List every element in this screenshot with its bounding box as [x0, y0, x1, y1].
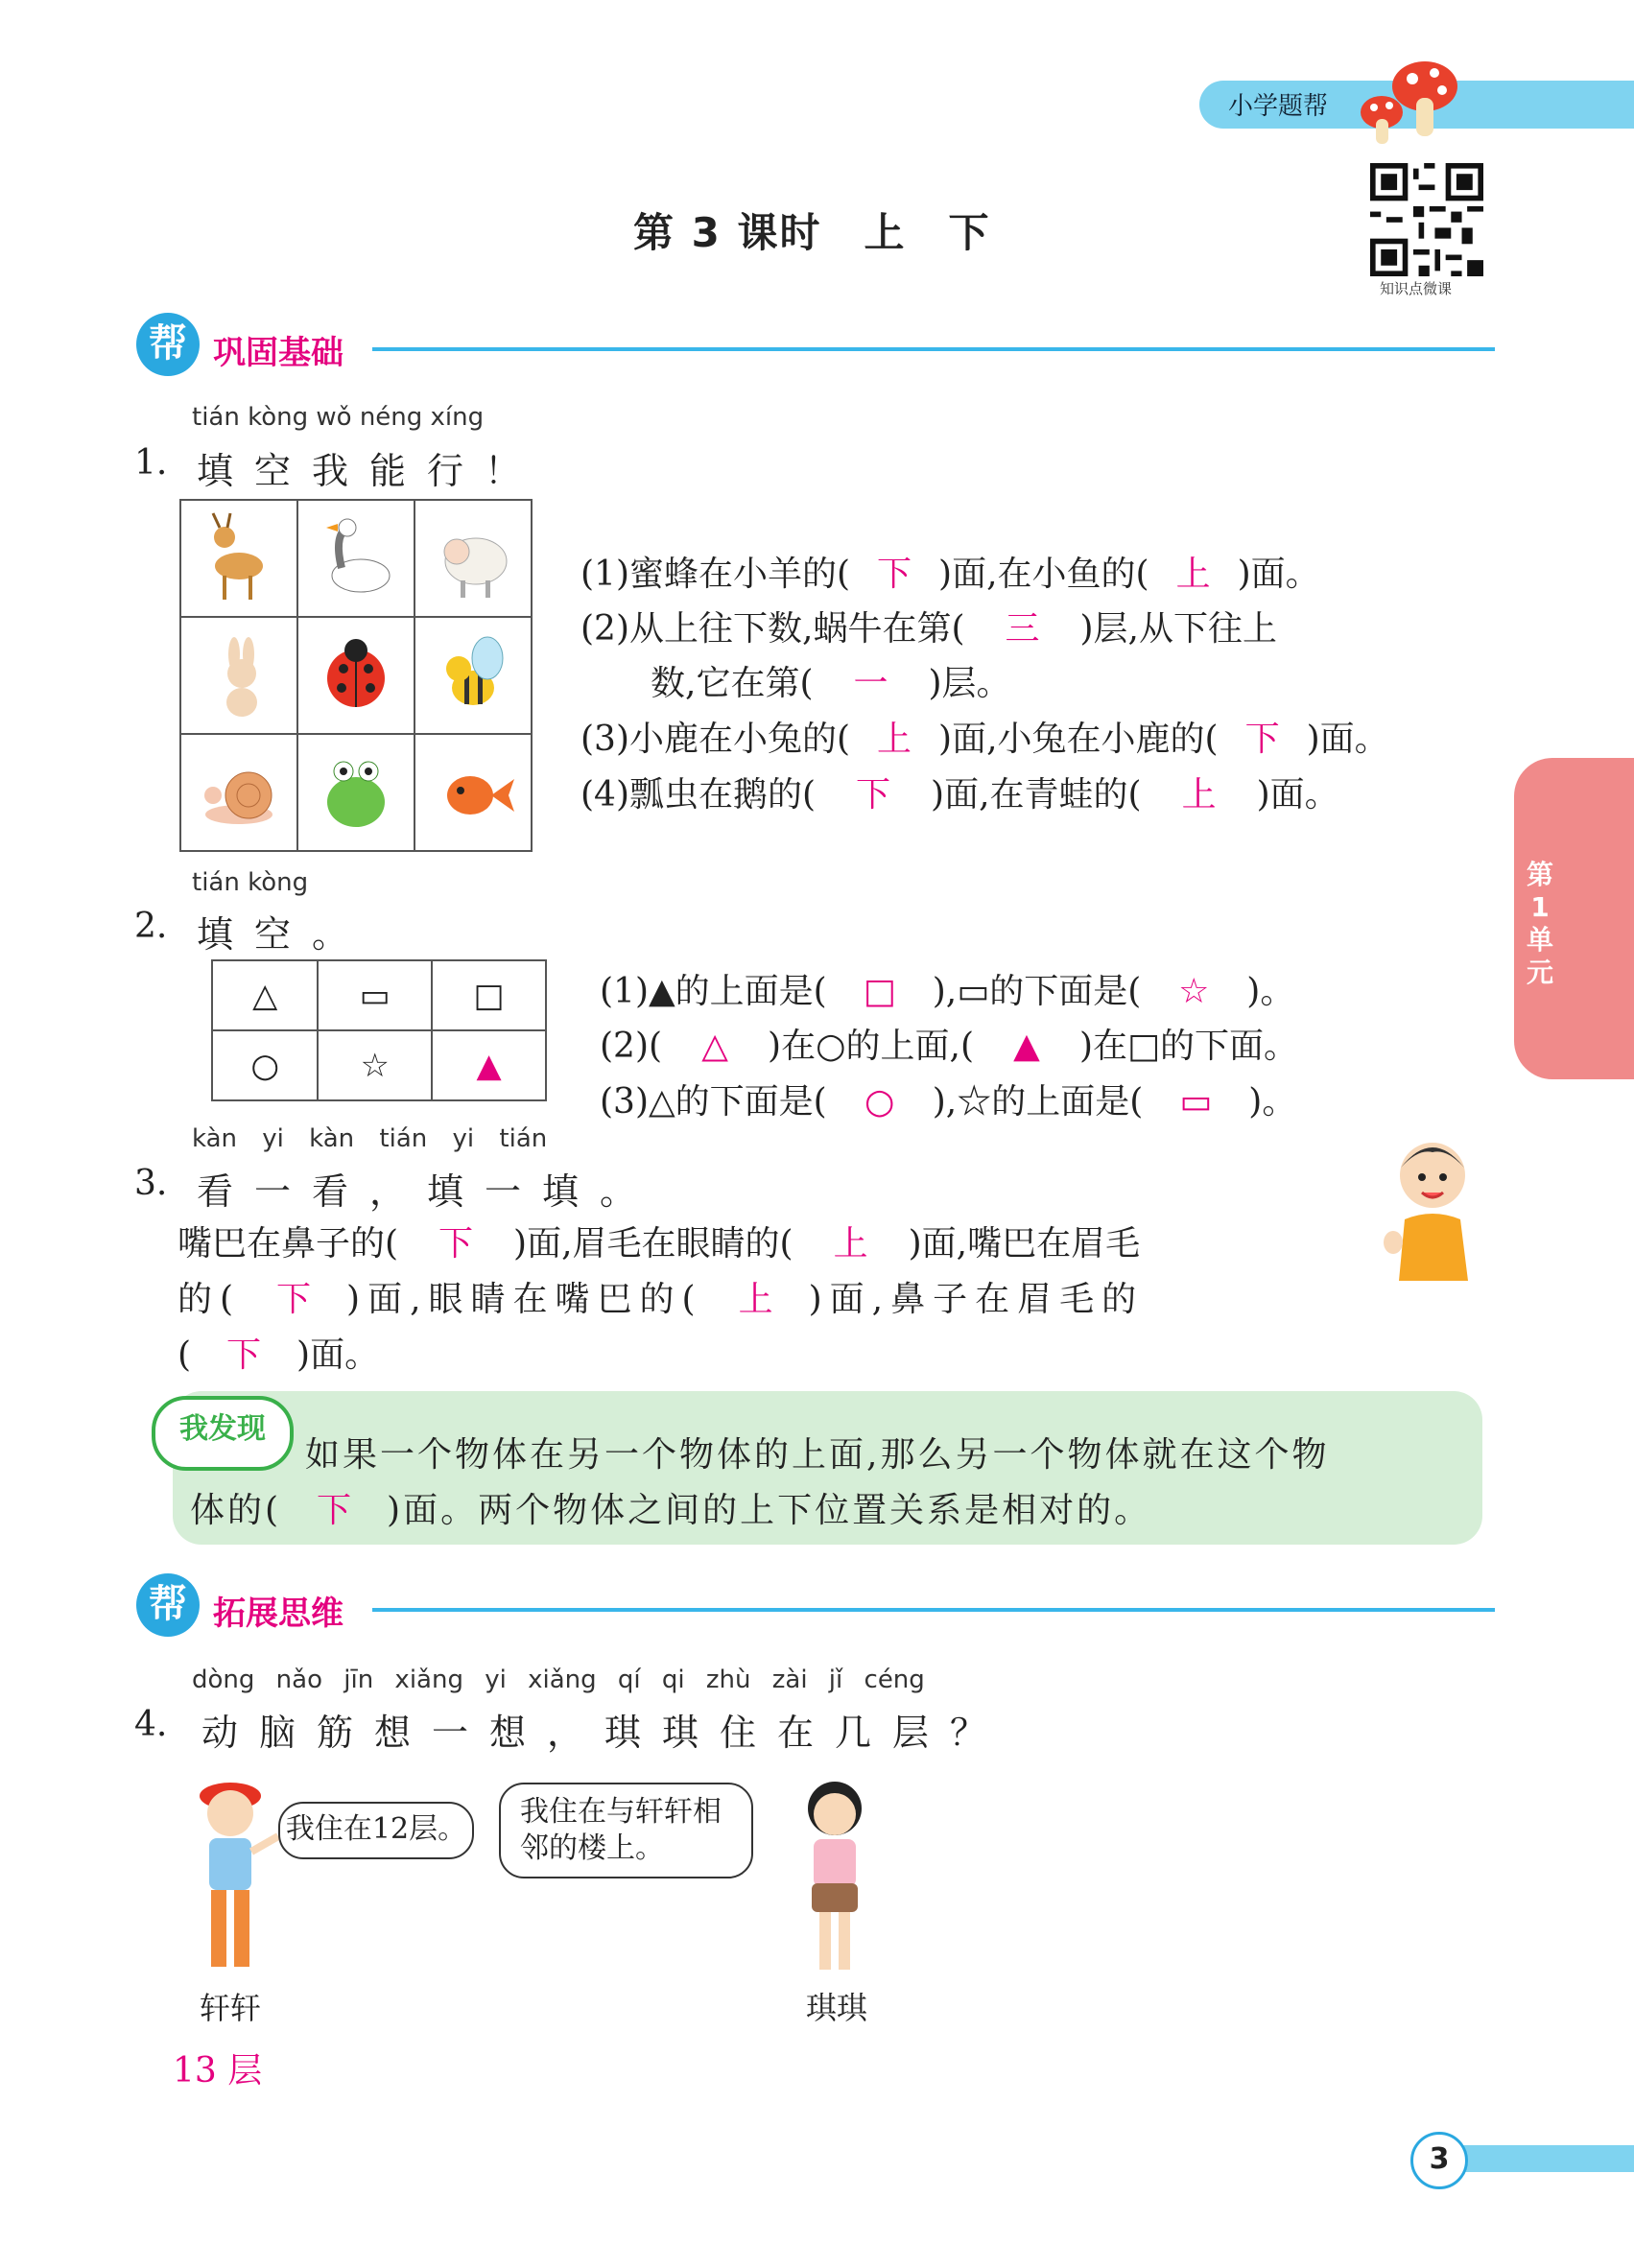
ladybug-icon [313, 626, 399, 721]
girl-qiqi-illustration [787, 1770, 883, 1981]
sheep-icon [430, 508, 516, 604]
discover-badge: 我发现 [152, 1396, 294, 1471]
section-title: 巩固基础 [213, 334, 343, 372]
q1-item-4: (4)瓢虫在鹅的( 下 )面,在青蛙的( 上 )面。 [580, 768, 1339, 816]
answer-blank[interactable]: 下 [438, 1224, 474, 1264]
answer-blank[interactable]: 上 [1181, 775, 1217, 815]
answer-blank[interactable]: ▭ [1179, 1082, 1213, 1122]
pinyin: tián kòng [192, 868, 309, 897]
shape-grid [211, 959, 547, 1101]
answer-blank[interactable]: 一 [853, 664, 888, 703]
answer-blank[interactable]: ▲ [1013, 1027, 1040, 1066]
goose-icon [313, 508, 399, 604]
grid-cell [297, 500, 414, 617]
answer-blank[interactable]: □ [863, 972, 896, 1011]
answer-blank[interactable]: 下 [317, 1491, 352, 1530]
deer-icon [196, 508, 282, 604]
answer-blank[interactable]: 下 [1244, 720, 1280, 759]
q2-item-3: (3)△的下面是( ○ ),☆的上面是( ▭ )。 [600, 1082, 1297, 1122]
unit-tab-label: 第1单元 [1526, 859, 1553, 988]
answer-blank[interactable]: 下 [856, 775, 891, 815]
answer-blank[interactable]: 三 [1005, 609, 1040, 649]
shape-cell: ○ [212, 1030, 318, 1100]
shape-cell: ▲ [432, 1030, 546, 1100]
discover-line-1: 如果一个物体在另一个物体的上面,那么另一个物体就在这个物 [305, 1435, 1330, 1475]
boy-name: 轩轩 [200, 1990, 262, 2026]
section-title: 拓展思维 [213, 1595, 343, 1633]
q1-item-3: (3)小鹿在小兔的( 上 )面,小兔在小鹿的( 下 )面。 [580, 712, 1389, 761]
qr-caption: 知识点微课 [1380, 280, 1453, 297]
frog-icon [313, 743, 399, 839]
snail-icon [196, 743, 282, 839]
girl-name: 琪琪 [806, 1990, 868, 2026]
pinyin: dòng nǎo jīn xiǎng yi xiǎng qí qi zhù zài jǐ céng [192, 1666, 925, 1694]
page-bar [1439, 2145, 1634, 2172]
boy-xuanxuan-illustration [184, 1775, 280, 1976]
answer-blank[interactable]: 上 [877, 720, 912, 759]
page-number: 3 [1410, 2132, 1468, 2189]
q3-line-3: ( 下 )面。 [178, 1328, 379, 1377]
question-number: 3. [134, 1164, 168, 1203]
grid-cell [180, 617, 297, 734]
speech-bubble: 我住在12层。 [278, 1802, 474, 1859]
q3-line-1: 嘴巴在鼻子的( 下 )面,眉毛在眼睛的( 上 )面,嘴巴在眉毛 [178, 1217, 1140, 1265]
answer-blank[interactable]: 上 [738, 1280, 773, 1319]
pinyin: tián kòng wǒ néng xíng [192, 403, 485, 432]
shape-cell: △ [212, 960, 318, 1030]
answer-blank[interactable]: ☆ [1178, 972, 1210, 1011]
brand-name: 小学题帮 [1228, 92, 1329, 121]
shape-cell: □ [432, 960, 546, 1030]
question-title: 动脑筋想一想，琪琪住在几层？ [201, 1712, 1008, 1754]
question-title: 填空。 [197, 913, 370, 956]
fish-icon [430, 743, 516, 839]
answer-blank[interactable]: 上 [1175, 555, 1211, 594]
grid-cell [414, 617, 532, 734]
question-number: 1. [134, 443, 168, 483]
grid-cell [180, 734, 297, 851]
bee-icon [430, 626, 516, 721]
q4-answer[interactable]: 13 层 [173, 2051, 263, 2091]
grid-cell [414, 500, 532, 617]
answer-blank[interactable]: △ [701, 1027, 728, 1066]
section-divider [372, 1608, 1495, 1612]
grid-cell [180, 500, 297, 617]
section-badge: 帮 [136, 313, 200, 376]
q3-line-2: 的( 下 )面,眼睛在嘴巴的( 上 )面,鼻子在眉毛的 [178, 1272, 1144, 1321]
shape-cell: ☆ [318, 1030, 432, 1100]
discover-line-2: 体的( 下 )面。两个物体之间的上下位置关系是相对的。 [190, 1483, 1151, 1532]
shape-cell: ▭ [318, 960, 432, 1030]
qr-code-icon[interactable] [1370, 163, 1483, 276]
section-badge: 帮 [136, 1573, 200, 1637]
animal-grid [179, 499, 533, 852]
grid-cell [297, 617, 414, 734]
section-divider [372, 347, 1495, 351]
q1-item-2: (2)从上往下数,蜗牛在第( 三 )层,从下往上 [580, 602, 1277, 650]
question-title: 填空我能行！ [197, 450, 543, 492]
q1-item-1: (1)蜜蜂在小羊的( 下 )面,在小鱼的( 上 )面。 [580, 547, 1320, 596]
lesson-title: 第 3 课时 上 下 [633, 209, 991, 256]
grid-cell [414, 734, 532, 851]
question-number: 4. [134, 1705, 168, 1744]
answer-blank[interactable]: 下 [877, 555, 912, 594]
pinyin: kàn yi kàn tián yi tián [192, 1124, 548, 1153]
mushroom-icon [1353, 59, 1468, 146]
speech-bubble: 我住在与轩轩相 邻的楼上。 [499, 1783, 753, 1878]
answer-blank[interactable]: 上 [833, 1224, 868, 1264]
q1-item-2-cont: 数,它在第( 一 )层。 [651, 656, 1011, 705]
q2-item-2: (2)( △ )在○的上面,( ▲ )在□的下面。 [600, 1027, 1299, 1066]
question-number: 2. [134, 907, 168, 946]
answer-blank[interactable]: 下 [276, 1280, 312, 1319]
rabbit-icon [196, 626, 282, 721]
q2-item-1: (1)▲的上面是( □ ),▭的下面是( ☆ )。 [600, 972, 1295, 1011]
answer-blank[interactable]: ○ [864, 1082, 895, 1122]
grid-cell [297, 734, 414, 851]
question-title: 看一看，填一填。 [197, 1170, 658, 1213]
answer-blank[interactable]: 下 [226, 1335, 262, 1375]
boy-illustration [1380, 1127, 1485, 1281]
